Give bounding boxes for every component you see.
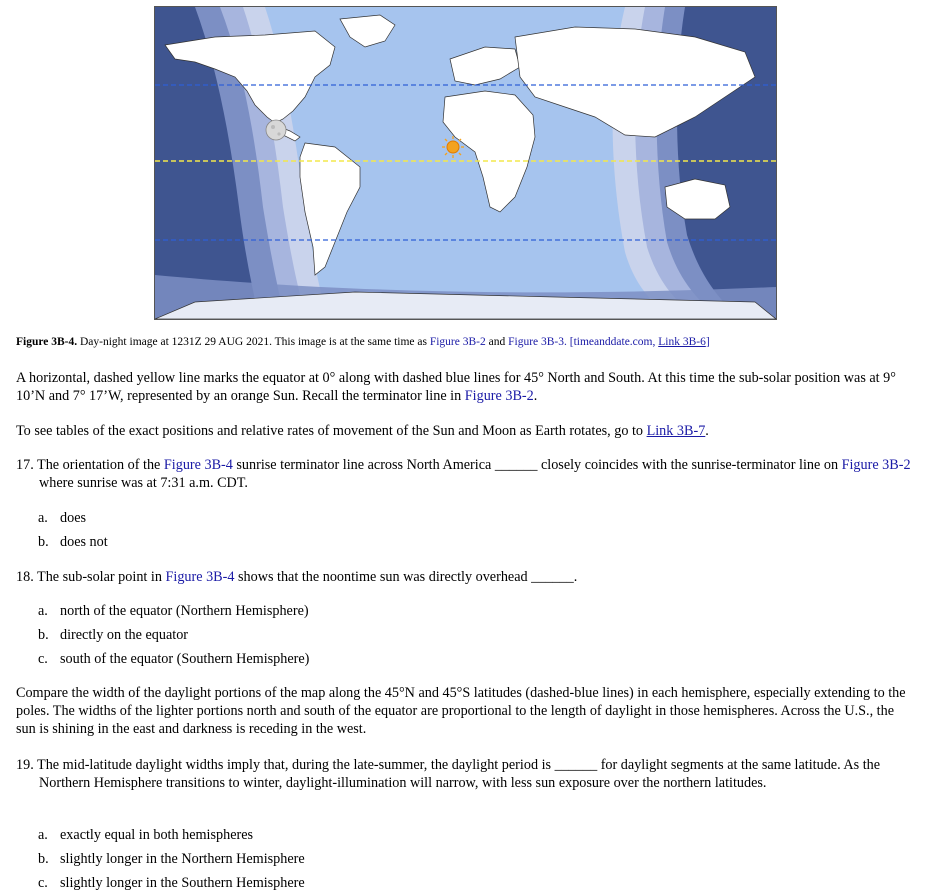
day-night-map (155, 7, 776, 319)
option-text: exactly equal in both hemispheres (60, 827, 254, 843)
answer-option[interactable] (38, 602, 309, 620)
answer-option[interactable] (38, 826, 253, 844)
question-text: sunrise terminator line across North America ______ closely coincides with the sunrise-terminator line on (232, 457, 842, 473)
figure-caption (16, 336, 710, 348)
paragraph-text: Compare the width of the daylight portions of the map along the 45°N and 45°S latitudes (dashed-blue lines) in each hemisphere, especially extending to the poles. The widths of the lighter portions north and south of the equator are proportional to the length of daylight in those hemispheres. Across the U.S., the sun is shining in the east and darkness is receding in the west. (16, 685, 906, 737)
question-18 (16, 568, 916, 586)
caption-close: ] (705, 336, 710, 348)
option-letter: c. (38, 651, 48, 667)
figure-3b-2-link[interactable]: Figure 3B-2 (429, 336, 486, 348)
paragraph-tables-link (16, 422, 916, 440)
option-text: does (60, 510, 87, 526)
option-letter: b. (38, 627, 49, 643)
paragraph-daylight-width (16, 684, 916, 738)
option-text: south of the equator (Southern Hemisphere) (60, 651, 310, 667)
option-letter: a. (38, 603, 48, 619)
caption-source: . [timeanddate.com, (564, 336, 659, 348)
day-night-map-figure (154, 6, 777, 320)
link-3b-7[interactable]: Link 3B-7 (646, 423, 706, 439)
figure-3b-2-link[interactable]: Figure 3B-2 (841, 457, 911, 473)
moon-icon (266, 120, 286, 140)
question-text: 17. The orientation of the (16, 457, 164, 473)
figure-3b-4-link[interactable]: Figure 3B-4 (165, 569, 235, 585)
figure-3b-2-link[interactable]: Figure 3B-2 (464, 388, 534, 404)
answer-option[interactable] (38, 650, 309, 668)
option-text: slightly longer in the Northern Hemisphere (60, 851, 305, 867)
option-text: does not (60, 534, 108, 550)
link-3b-6[interactable]: Link 3B-6 (658, 336, 706, 348)
answer-option[interactable] (38, 626, 188, 644)
question-text: 18. The sub-solar point in (16, 569, 166, 585)
paragraph-text: . (533, 388, 538, 404)
caption-label: Figure 3B-4. (16, 336, 78, 348)
question-19 (16, 756, 916, 792)
paragraph-text: A horizontal, dashed yellow line marks the equator at 0° along with dashed blue lines for 45° North and South. At this time the sub-solar position was at 9° 10’N and 7° 17’W, represented by an orange Sun. Recall the terminator line in (16, 370, 896, 404)
question-text: 19. The mid-latitude daylight widths imply that, during the late-summer, the daylight period is ______ for daylight segments at the same latitude. As the Northern Hemisphere transitions to winter, daylight-illumination will narrow, with less sun exposure over the northern latitudes. (16, 757, 881, 791)
figure-3b-4-link[interactable]: Figure 3B-4 (163, 457, 233, 473)
paragraph-equator-description (16, 369, 916, 405)
question-17 (16, 456, 916, 492)
option-text: directly on the equator (60, 627, 189, 643)
question-text: shows that the noontime sun was directly overhead ______. (234, 569, 578, 585)
caption-text: Day-night image at 1231Z 29 AUG 2021. This image is at the same time as (77, 336, 430, 348)
option-letter: c. (38, 875, 48, 891)
answer-option[interactable] (38, 874, 305, 892)
paragraph-text: To see tables of the exact positions and relative rates of movement of the Sun and Moon as Earth rotates, go to (16, 423, 647, 439)
option-letter: b. (38, 851, 49, 867)
option-letter: b. (38, 534, 49, 550)
caption-text: and (485, 336, 509, 348)
option-letter: a. (38, 827, 48, 843)
option-text: slightly longer in the Southern Hemisphere (60, 875, 305, 891)
answer-option[interactable] (38, 533, 108, 551)
option-letter: a. (38, 510, 48, 526)
figure-3b-3-link[interactable]: Figure 3B-3 (508, 336, 565, 348)
paragraph-text: . (705, 423, 709, 439)
option-text: north of the equator (Northern Hemisphere) (60, 603, 309, 619)
answer-option[interactable] (38, 850, 305, 868)
answer-option[interactable] (38, 509, 86, 527)
question-text: where sunrise was at 7:31 a.m. CDT. (39, 475, 248, 491)
